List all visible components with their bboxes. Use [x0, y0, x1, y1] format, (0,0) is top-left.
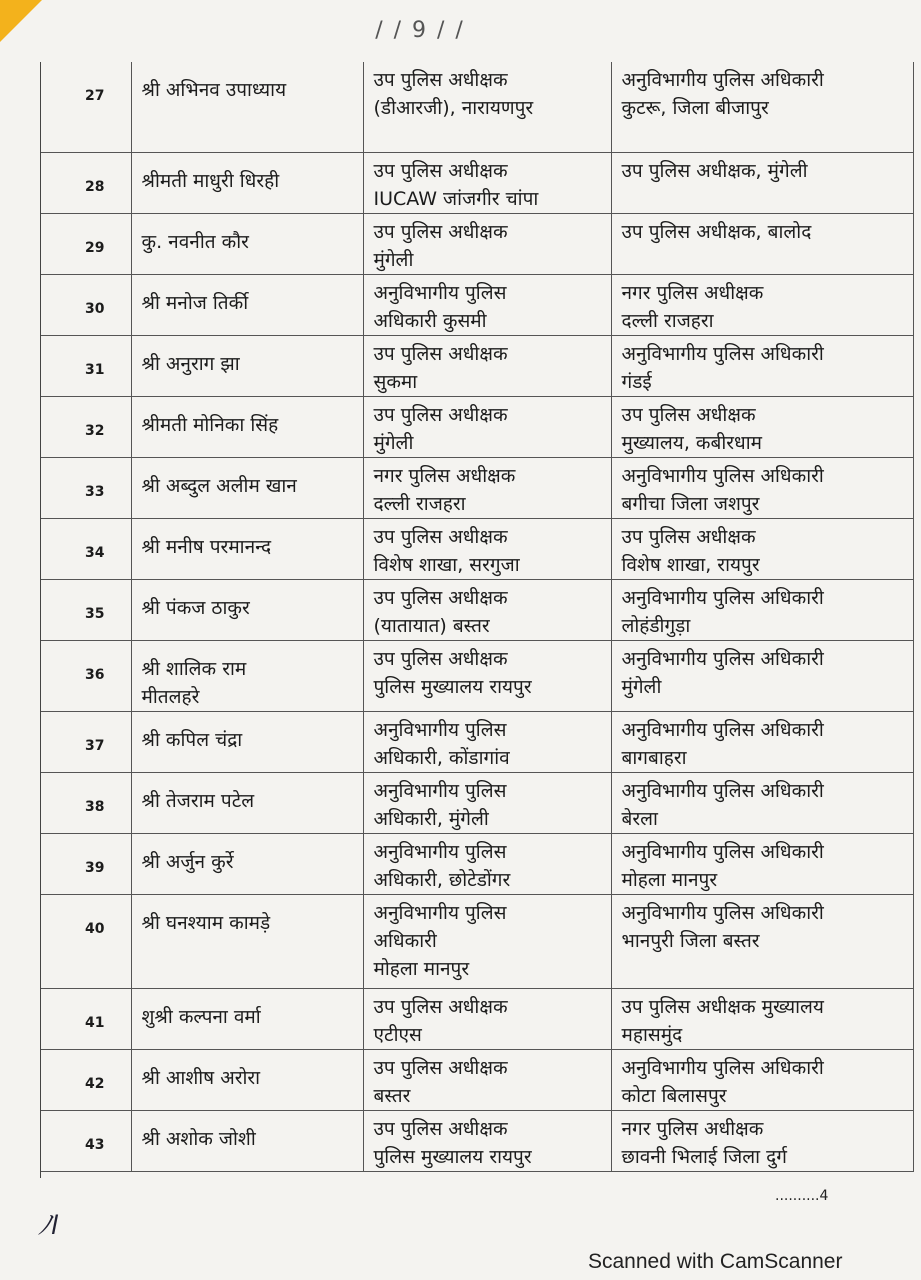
continuation-marker: ..........4: [775, 1188, 829, 1204]
corner-fold-mark: [0, 0, 42, 42]
table-row: [41, 579, 913, 640]
current-posting-cell: उप पुलिस अधीक्षक विशेष शाखा, सरगुजा: [363, 518, 611, 579]
officer-name-cell: श्री अनुराग झा: [131, 335, 363, 396]
table-row: [41, 772, 913, 833]
new-posting-cell: उप पुलिस अधीक्षक मुख्यालय महासमुंद: [611, 988, 913, 1049]
serial-number-cell: 41: [41, 988, 131, 1049]
new-posting-cell: अनुविभागीय पुलिस अधिकारी मुंगेली: [611, 640, 913, 711]
table-row: [41, 152, 913, 213]
current-posting-cell: अनुविभागीय पुलिस अधिकारी, कोंडागांव: [363, 711, 611, 772]
current-posting-cell: उप पुलिस अधीक्षक पुलिस मुख्यालय रायपुर: [363, 640, 611, 711]
current-posting-cell: नगर पुलिस अधीक्षक दल्ली राजहरा: [363, 457, 611, 518]
serial-number-cell: 29: [41, 213, 131, 274]
serial-number-cell: 31: [41, 335, 131, 396]
transfer-table: [41, 62, 914, 1172]
new-posting-cell: अनुविभागीय पुलिस अधिकारी कुटरू, जिला बीजापुर: [611, 62, 913, 152]
new-posting-cell: उप पुलिस अधीक्षक विशेष शाखा, रायपुर: [611, 518, 913, 579]
current-posting-cell: उप पुलिस अधीक्षक एटीएस: [363, 988, 611, 1049]
officer-name-cell: श्री अब्दुल अलीम खान: [131, 457, 363, 518]
table-row: [41, 274, 913, 335]
scanner-watermark: Scanned with CamScanner: [588, 1250, 843, 1273]
serial-number-cell: 27: [41, 62, 131, 152]
serial-number-cell: 43: [41, 1110, 131, 1171]
current-posting-cell: अनुविभागीय पुलिस अधिकारी, छोटेडोंगर: [363, 833, 611, 894]
new-posting-cell: अनुविभागीय पुलिस अधिकारी भानपुरी जिला बस्तर: [611, 894, 913, 988]
serial-number-cell: 40: [41, 894, 131, 988]
new-posting-cell: अनुविभागीय पुलिस अधिकारी बेरला: [611, 772, 913, 833]
new-posting-cell: अनुविभागीय पुलिस अधिकारी बगीचा जिला जशपुर: [611, 457, 913, 518]
serial-number-cell: 37: [41, 711, 131, 772]
table-row: [41, 988, 913, 1049]
officer-name-cell: कु. नवनीत कौर: [131, 213, 363, 274]
table-row: [41, 833, 913, 894]
current-posting-cell: उप पुलिस अधीक्षक मुंगेली: [363, 396, 611, 457]
new-posting-cell: नगर पुलिस अधीक्षक छावनी भिलाई जिला दुर्ग: [611, 1110, 913, 1171]
new-posting-cell: उप पुलिस अधीक्षक, बालोद: [611, 213, 913, 274]
current-posting-cell: उप पुलिस अधीक्षक IUCAW जांजगीर चांपा: [363, 152, 611, 213]
table-row: [41, 457, 913, 518]
new-posting-cell: अनुविभागीय पुलिस अधिकारी बागबाहरा: [611, 711, 913, 772]
officer-name-cell: श्री तेजराम पटेल: [131, 772, 363, 833]
table-row: [41, 213, 913, 274]
page-number: / / 9 / /: [375, 18, 465, 43]
officer-name-cell: श्री मनीष परमानन्द: [131, 518, 363, 579]
officer-name-cell: श्री पंकज ठाकुर: [131, 579, 363, 640]
officer-name-cell: श्री मनोज तिर्की: [131, 274, 363, 335]
serial-number-cell: 39: [41, 833, 131, 894]
new-posting-cell: अनुविभागीय पुलिस अधिकारी गंडई: [611, 335, 913, 396]
new-posting-cell: अनुविभागीय पुलिस अधिकारी कोटा बिलासपुर: [611, 1049, 913, 1110]
serial-number-cell: 33: [41, 457, 131, 518]
table-row: [41, 711, 913, 772]
table-row: [41, 640, 913, 711]
signature-mark: ﾉl: [38, 1211, 59, 1241]
officer-name-cell: शुश्री कल्पना वर्मा: [131, 988, 363, 1049]
officer-name-cell: श्री शालिक राम मीतलहरे: [131, 640, 363, 711]
serial-number-cell: 30: [41, 274, 131, 335]
transfer-table-body: [41, 62, 913, 1171]
serial-number-cell: 42: [41, 1049, 131, 1110]
officer-name-cell: श्री अर्जुन कुर्रे: [131, 833, 363, 894]
serial-number-cell: 34: [41, 518, 131, 579]
table-row: [41, 518, 913, 579]
officer-name-cell: श्री अशोक जोशी: [131, 1110, 363, 1171]
table-row: [41, 335, 913, 396]
current-posting-cell: अनुविभागीय पुलिस अधिकारी मोहला मानपुर: [363, 894, 611, 988]
officer-name-cell: श्री अभिनव उपाध्याय: [131, 62, 363, 152]
current-posting-cell: उप पुलिस अधीक्षक (डीआरजी), नारायणपुर: [363, 62, 611, 152]
officer-name-cell: श्रीमती माधुरी धिरही: [131, 152, 363, 213]
table-row: [41, 1110, 913, 1171]
new-posting-cell: अनुविभागीय पुलिस अधिकारी लोहंडीगुड़ा: [611, 579, 913, 640]
transfer-table-container: [40, 62, 913, 1178]
serial-number-cell: 38: [41, 772, 131, 833]
table-row: [41, 1049, 913, 1110]
current-posting-cell: उप पुलिस अधीक्षक बस्तर: [363, 1049, 611, 1110]
new-posting-cell: उप पुलिस अधीक्षक मुख्यालय, कबीरधाम: [611, 396, 913, 457]
current-posting-cell: अनुविभागीय पुलिस अधिकारी, मुंगेली: [363, 772, 611, 833]
current-posting-cell: उप पुलिस अधीक्षक (यातायात) बस्तर: [363, 579, 611, 640]
officer-name-cell: श्री कपिल चंद्रा: [131, 711, 363, 772]
officer-name-cell: श्री आशीष अरोरा: [131, 1049, 363, 1110]
officer-name-cell: श्रीमती मोनिका सिंह: [131, 396, 363, 457]
current-posting-cell: उप पुलिस अधीक्षक सुकमा: [363, 335, 611, 396]
table-row: [41, 396, 913, 457]
serial-number-cell: 32: [41, 396, 131, 457]
serial-number-cell: 28: [41, 152, 131, 213]
current-posting-cell: अनुविभागीय पुलिस अधिकारी कुसमी: [363, 274, 611, 335]
serial-number-cell: 35: [41, 579, 131, 640]
new-posting-cell: अनुविभागीय पुलिस अधिकारी मोहला मानपुर: [611, 833, 913, 894]
current-posting-cell: उप पुलिस अधीक्षक मुंगेली: [363, 213, 611, 274]
new-posting-cell: नगर पुलिस अधीक्षक दल्ली राजहरा: [611, 274, 913, 335]
officer-name-cell: श्री घनश्याम कामड़े: [131, 894, 363, 988]
new-posting-cell: उप पुलिस अधीक्षक, मुंगेली: [611, 152, 913, 213]
current-posting-cell: उप पुलिस अधीक्षक पुलिस मुख्यालय रायपुर: [363, 1110, 611, 1171]
serial-number-cell: 36: [41, 640, 131, 711]
table-row: [41, 62, 913, 152]
table-row: [41, 894, 913, 988]
